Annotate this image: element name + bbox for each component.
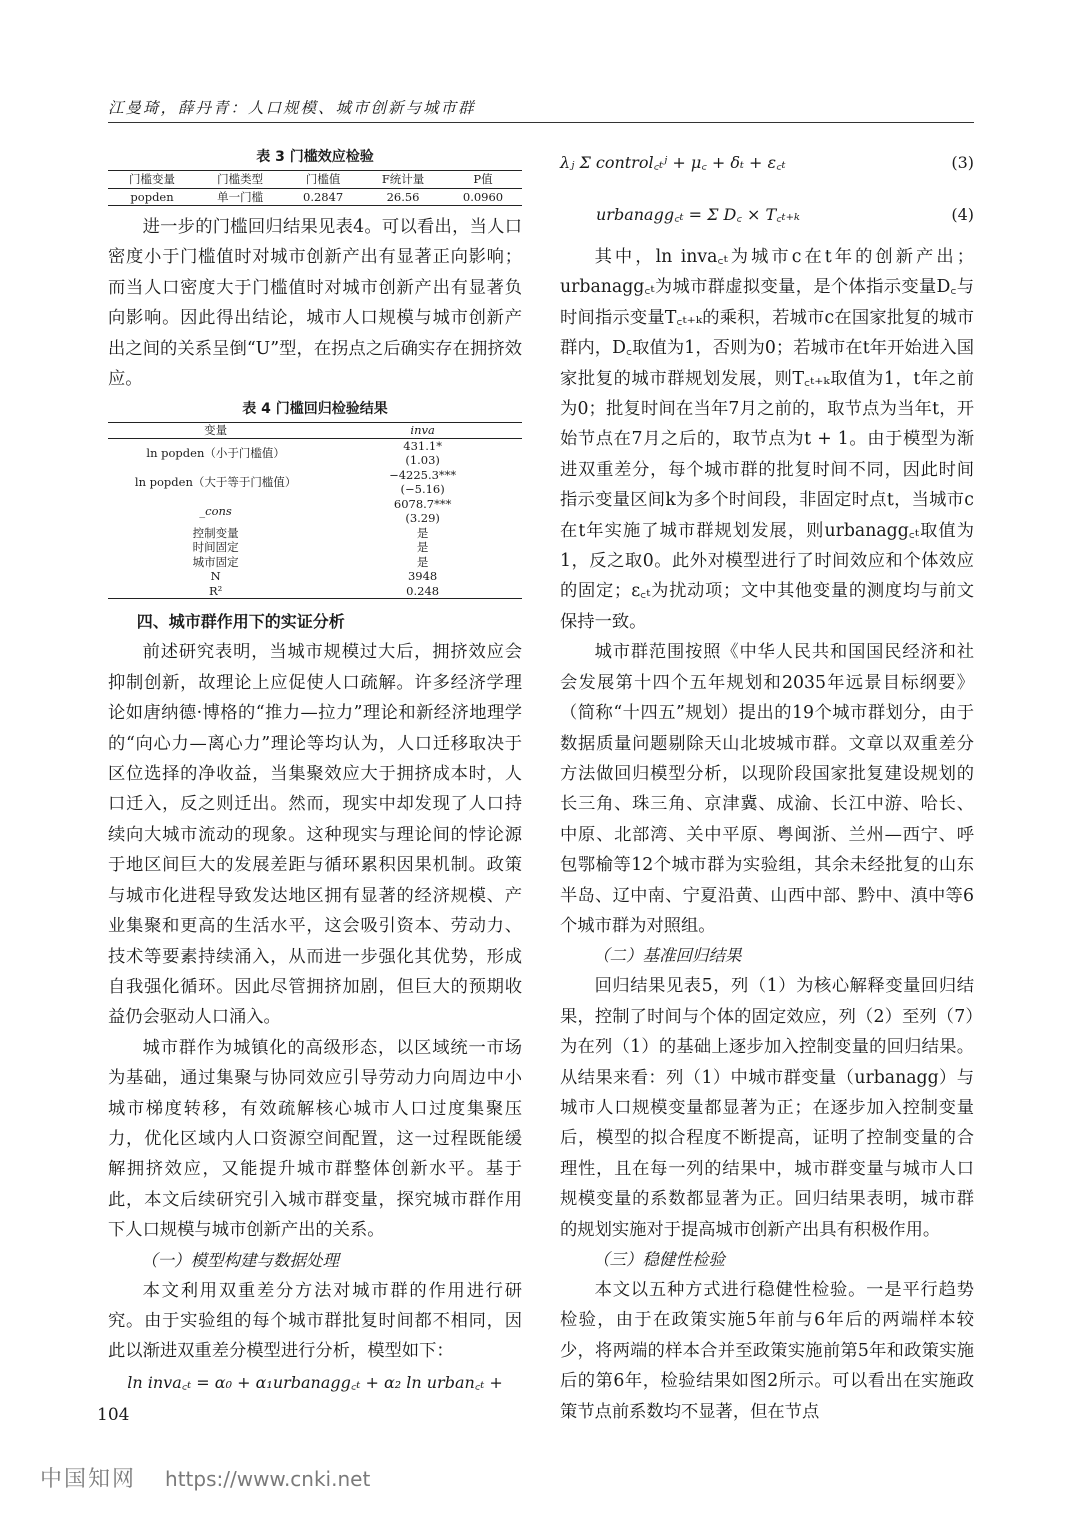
table4-value: 3948 [407, 569, 438, 584]
paragraph: 前述研究表明，当城市规模过大后，拥挤效应会抑制创新，故理论上应促使人口疏解。许多经济学理论如唐纳德·博格的“推力—拉力”理论和新经济地理学的“向心力—离心力”理论等均认为，人口迁移取决于区位选择的净收益，当集聚效应大于拥挤成本时，人口迁入，反之则迁出。然而，现实中却发现了人口持续向大城市流动的现象。这种现实与理论间的悖论源于地区间巨大的发展差距与循环累积因果机制。政策与城市化进程导致发达地区拥有显著的经济规模、产业集聚和更高的生活水平，这会吸引资本、劳动力、技术等要素持续涌入，从而进一步强化其优势，形成自我强化循环。因此尽管拥挤加剧，但巨大的预期收益仍会驱动人口涌入。 [108, 642, 522, 1028]
table4 [108, 422, 522, 599]
equation-4 [560, 194, 974, 236]
table3-header: P值 [473, 172, 493, 186]
equation-3-line1: ln inva꜀ₜ = α₀ + α₁urbanagg꜀ₜ + α₂ ln urban꜀ₜ + [127, 1372, 503, 1392]
table3-header-row [108, 171, 522, 189]
paragraph: 回归结果见表5，列（1）为核心解释变量回归结果，控制了时间与个体的固定效应，列（2）至列（7）为在列（1）的基础上逐步加入控制变量的回归结果。从结果来看：列（1）中城市群变量（urbanagg）与城市人口规模变量都显著为正；在逐步加入控制变量后，模型的拟合程度不断提高，证明了控制变量的合理性，且在每一列的结果中，城市群变量与城市人口规模变量的系数都显著为正。回归结果表明，城市群的规划实施对于提高城市创新产出具有积极作用。 [560, 976, 974, 1240]
table3-header: F统计量 [381, 172, 425, 186]
table-row [108, 569, 522, 584]
table3-cell: popden [130, 189, 174, 204]
subsection-heading: （二）基准回归结果 [593, 946, 742, 966]
table4-label: ln popden（小于门槛值） [146, 446, 285, 461]
table3-header: 门槛变量 [129, 172, 176, 186]
table-row [108, 584, 522, 599]
table-row [108, 497, 522, 526]
paragraph: 本文利用双重差分方法对城市群的作用进行研究。由于实验组的每个城市群批复时间都不相同，因此以渐进双重差分模型进行分析，模型如下： [108, 1280, 522, 1362]
cnki-url[interactable]: https://www.cnki.net [165, 1467, 371, 1491]
table4-header-row [108, 423, 522, 439]
coef: 431.1* [403, 438, 442, 453]
table4-label: _cons [199, 504, 232, 519]
table3-caption: 表 3 门槛效应检验 [256, 149, 374, 165]
table4-value: 是 [416, 540, 429, 555]
right-column [560, 142, 974, 1427]
tstat: (1.03) [405, 453, 440, 468]
equation-number: (3) [951, 153, 974, 172]
paragraph: 进一步的门槛回归结果见表4。可以看出，当人口密度小于门槛值时对城市创新产出有显著正向影响；而当人口密度大于门槛值时对城市创新产出有显著负向影响。因此得出结论，城市人口规模与城市创新产出之间的关系呈倒“U”型，在拐点之后确实存在拥挤效应。 [108, 217, 522, 390]
equation-text: urbanagg꜀ₜ = Σ D꜀ × T꜀ₜ₊ₖ [596, 205, 800, 224]
table-row [108, 555, 522, 570]
equation-text: λⱼ Σ control꜀ₜʲ + μ꜀ + δₜ + ε꜀ₜ [560, 153, 786, 172]
table4-value: 0.248 [406, 583, 440, 598]
table3-header: 门槛值 [305, 172, 341, 186]
section-heading: 四、城市群作用下的实证分析 [136, 612, 345, 632]
table4-label: ln popden（大于等于门槛值） [134, 475, 297, 490]
table4-value [323, 497, 522, 526]
table4-label: 城市固定 [192, 554, 239, 569]
table4-label: R² [208, 583, 223, 598]
table-row [108, 540, 522, 555]
equation-number: (4) [951, 205, 974, 224]
tstat: (−5.16) [400, 482, 445, 497]
table3 [108, 170, 522, 206]
paragraph: 城市群范围按照《中华人民共和国国民经济和社会发展第十四个五年规划和2035年远景目标纲要》（简称“十四五”规划）提出的19个城市群划分，由于数据质量问题剔除天山北坡城市群。文章以双重差分方法做回归模型分析，以现阶段国家批复建设规划的长三角、珠三角、京津冀、成渝、长江中游、哈长、中原、北部湾、关中平原、粤闽浙、兰州—西宁、呼包鄂榆等12个城市群为实验组，其余未经批复的山东半岛、辽中南、宁夏沿黄、山西中部、黔中、滇中等6个城市群为对照组。 [560, 642, 974, 936]
subsection-heading: （一）模型构建与数据处理 [141, 1250, 339, 1270]
table4-value [323, 468, 522, 497]
left-column [108, 140, 522, 1399]
table4-label: 时间固定 [192, 540, 239, 555]
table3-cell: 26.56 [386, 189, 420, 204]
table-row [108, 438, 522, 468]
table4-label: N [210, 569, 221, 584]
table3-header: 门槛类型 [217, 172, 264, 186]
table-row [108, 468, 522, 497]
table3-cell: 单一门槛 [217, 189, 264, 204]
tstat: (3.29) [405, 511, 440, 526]
running-header: 江曼琦，薛丹青：人口规模、城市创新与城市群 [108, 99, 476, 117]
table4-header: inva [410, 423, 435, 438]
paragraph: 城市群作为城镇化的高级形态，以区域统一市场为基础，通过集聚与协同效应引导劳动力向周边中小城市梯度转移，有效疏解核心城市人口过度集聚压力，优化区域内人口资源空间配置，这一过程既能缓解拥挤效应，又能提升城市群整体创新水平。基于此，本文后续研究引入城市群变量，探究城市群作用下人口规模与城市创新产出的关系。 [108, 1037, 522, 1241]
coef: 6078.7*** [393, 496, 452, 511]
coef: −4225.3*** [389, 467, 457, 482]
table4-caption: 表 4 门槛回归检验结果 [242, 401, 388, 418]
footer-watermark [40, 1462, 370, 1493]
table4-label: 控制变量 [192, 525, 239, 540]
page-number: 104 [97, 1405, 130, 1425]
table4-value: 是 [416, 554, 429, 569]
table4-value: 是 [416, 525, 429, 540]
header-rule [108, 122, 974, 123]
paragraph: 本文以五种方式进行稳健性检验。一是平行趋势检验，由于在政策实施5年前与6年后的两端样本较少，将两端的样本合并至政策实施前第5年和政策实施后的第6年，检验结果如图2所示。可以看出在实施政策节点前系数均不显著，但在节点 [560, 1280, 974, 1422]
table-row [108, 188, 522, 206]
table4-value [323, 438, 522, 468]
table3-cell: 0.0960 [462, 189, 504, 204]
table4-header: 变量 [204, 423, 228, 438]
equation-3-line2 [560, 142, 974, 184]
subsection-heading: （三）稳健性检验 [593, 1250, 725, 1269]
table-row [108, 526, 522, 541]
paragraph: 其中，ln inva꜀ₜ为城市c在t年的创新产出；urbanagg꜀ₜ为城市群虚拟变量，是个体指示变量D꜀与时间指示变量T꜀ₜ₊ₖ的乘积，若城市c在国家批复的城市群内，D꜀取值为1，否则为0；若城市在t年开始进入国家批复的城市群规划发展，则T꜀ₜ₊ₖ取值为1，t年之前为0；批复时间在当年7月之前的，取节点为当年t，开始节点在7月之后的，取节点为t + 1。由于模型为渐进双重差分，每个城市群的批复时间不同，因此时间指示变量区间k为多个时间段，非固定时点t，当城市c在t年实施了城市群规划发展，则urbanagg꜀ₜ取值为1，反之取0。此外对模型进行了时间效应和个体效应的固定；ε꜀ₜ为扰动项；文中其他变量的测度均与前文保持一致。 [560, 247, 974, 632]
table3-cell: 0.2847 [303, 189, 344, 204]
cnki-logo: 中国知网 [40, 1467, 137, 1492]
